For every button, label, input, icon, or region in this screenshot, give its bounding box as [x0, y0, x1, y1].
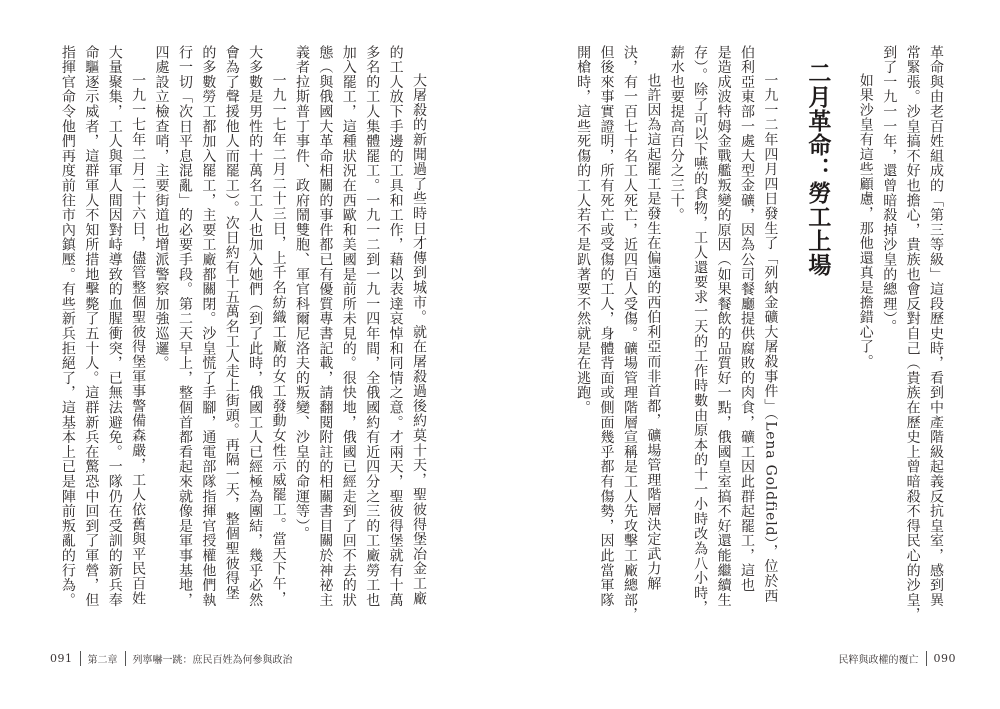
text-line: 的多數勞工都加入罷工，主要工廠都關閉。沙皇慌了手腳，通電部隊指揮官授權他們執	[200, 45, 217, 608]
paragraph	[290, 45, 430, 620]
text-line: 命驅逐示威者，這群軍人不知所措地擊斃了五十人。這群新兵在驚恐中回到了軍營，但	[83, 45, 100, 608]
text-line: 如果沙皇有這些顧慮，那他還真是擔錯心了。	[857, 73, 874, 369]
text-line: 會為了聲援他人而罷工）。次日約有十五萬名工人走上街頭。再隔一天，整個聖彼得堡	[223, 45, 240, 601]
paragraph	[149, 45, 289, 620]
text-line: 薪水也要提高百分之三十。	[668, 45, 685, 223]
running-title: 民粹與政權的覆亡	[838, 655, 919, 666]
text-line: 一九一七年二月二十三日，上千名紡織工廠的女工發動女性示威罷工。當天下午，	[270, 73, 287, 606]
text-line: 但後來事實證明，所有死亡或受傷的工人，身體背面或側面幾乎都有傷勢，因此當軍隊	[598, 45, 615, 608]
right-page-footer	[839, 651, 957, 666]
text-line: 決，有一百七十名工人死亡，近四百人受傷。礦場管理階層宣稱是工人先攻擊工廠總部，	[621, 45, 638, 623]
paragraph	[853, 45, 876, 620]
paragraph	[56, 45, 150, 620]
text-line: 伯利亞東部一處大型金礦，因為公司餐廳提供腐敗的肉食，礦工因此群起罷工，這也	[738, 45, 755, 593]
text-line: 義者拉斯普丁事件、政府鬧雙胞、軍官科爾尼洛夫的叛變、沙皇的命運等）。	[293, 45, 310, 542]
text-line: 大屠殺的新聞過了些時日才傳到城市。就在屠殺過後約莫十天，聖彼得堡冶金工廠	[411, 73, 427, 606]
page-number: 091	[50, 652, 73, 665]
paragraph	[664, 45, 781, 620]
text-line: 行一切「次日平息混亂」的必要手段。第二天早上，整個首都看起來就像是軍事基地，	[176, 45, 193, 608]
left-page-body	[56, 45, 431, 620]
text-line: 到了一九一一年，還曾暗殺掉沙皇的總理）。	[881, 45, 898, 334]
text-line: 加入罷工，這種狀況在西歐和美國是前所未見的。很快地，俄國已經走到了回不去的狀	[340, 45, 357, 608]
text-line: 一九一七年二月二十六日，儘管整個聖彼得堡軍事警備森嚴，工人依舊與平民百姓	[130, 73, 147, 606]
text-line: 開槍時，這些死傷的工人若不是趴著要不然就是在逃跑。	[575, 45, 592, 415]
text-line: 態（與俄國大革命相關的事件都已有優質專書記載，請翻閱附註的相關書目關於神祕主	[317, 45, 334, 608]
chapter-label: 第二章	[87, 655, 118, 666]
text-line: 存）。除了可以下嚥的食物，工人還要求一天的工作時數由原本的十一小時改為八小時，	[692, 45, 709, 616]
text-line: 一九一二年四月四日發生了「列納金礦大屠殺事件」（Lena Goldfield），位於西	[762, 73, 779, 604]
paragraph	[571, 45, 665, 623]
paragraph	[877, 45, 947, 623]
text-line: 大多數是男性的十萬名工人也加入她們（到了此時，俄國工人已經極為團結，幾乎必然	[247, 45, 264, 608]
text-line: 多名的工人集體罷工。一九一二到一九一四年間，全俄國約有近四分之三的工廠勞工也	[364, 45, 381, 608]
running-title: 列寧嚇一跳：庶民百姓為何參與政治	[132, 655, 293, 666]
text-line: 常緊張。沙皇搞不好也擔心，貴族也會反對自己（貴族在歷史上曾暗殺不得民心的沙皇，	[904, 45, 921, 623]
right-page-body	[571, 45, 947, 623]
page-number: 090	[933, 652, 956, 665]
text-line: 的工人放下手邊的工具和工作，藉以表達哀悼和同情之意。才兩天，聖彼得堡就有十萬	[387, 45, 404, 608]
text-line: 大量聚集，工人與軍人間因對峙導致的血腥衝突，已無法避免。一隊仍在受訓的新兵奉	[106, 45, 123, 608]
text-line: 是造成波特姆金戰艦叛變的原因（如果餐飲的品質好一點，俄國皇室搞不好還能繼續生	[715, 45, 732, 608]
text-line: 四處設立檢查哨，主要街道也增派警察加強巡邏。	[153, 45, 170, 371]
text-line: 也許因為這起罷工是發生在偏遠的西伯利亞而非首都，礦場管理階層決定武力解	[645, 73, 662, 591]
footer-divider	[80, 651, 81, 666]
section-heading: 二月革命：勞工上場	[804, 61, 832, 278]
left-page-footer	[50, 651, 293, 666]
footer-divider	[926, 651, 927, 666]
footer-divider	[125, 651, 126, 666]
text-line: 革命與由老百姓組成的「第三等級」這段歷史時，看到中產階級起義反抗皇室，感到異	[928, 45, 944, 608]
text-line: 指揮官命令他們再度前往市內鎮壓。有些新兵拒絕了，這基本上已是陣前叛亂的行為。	[59, 45, 76, 608]
